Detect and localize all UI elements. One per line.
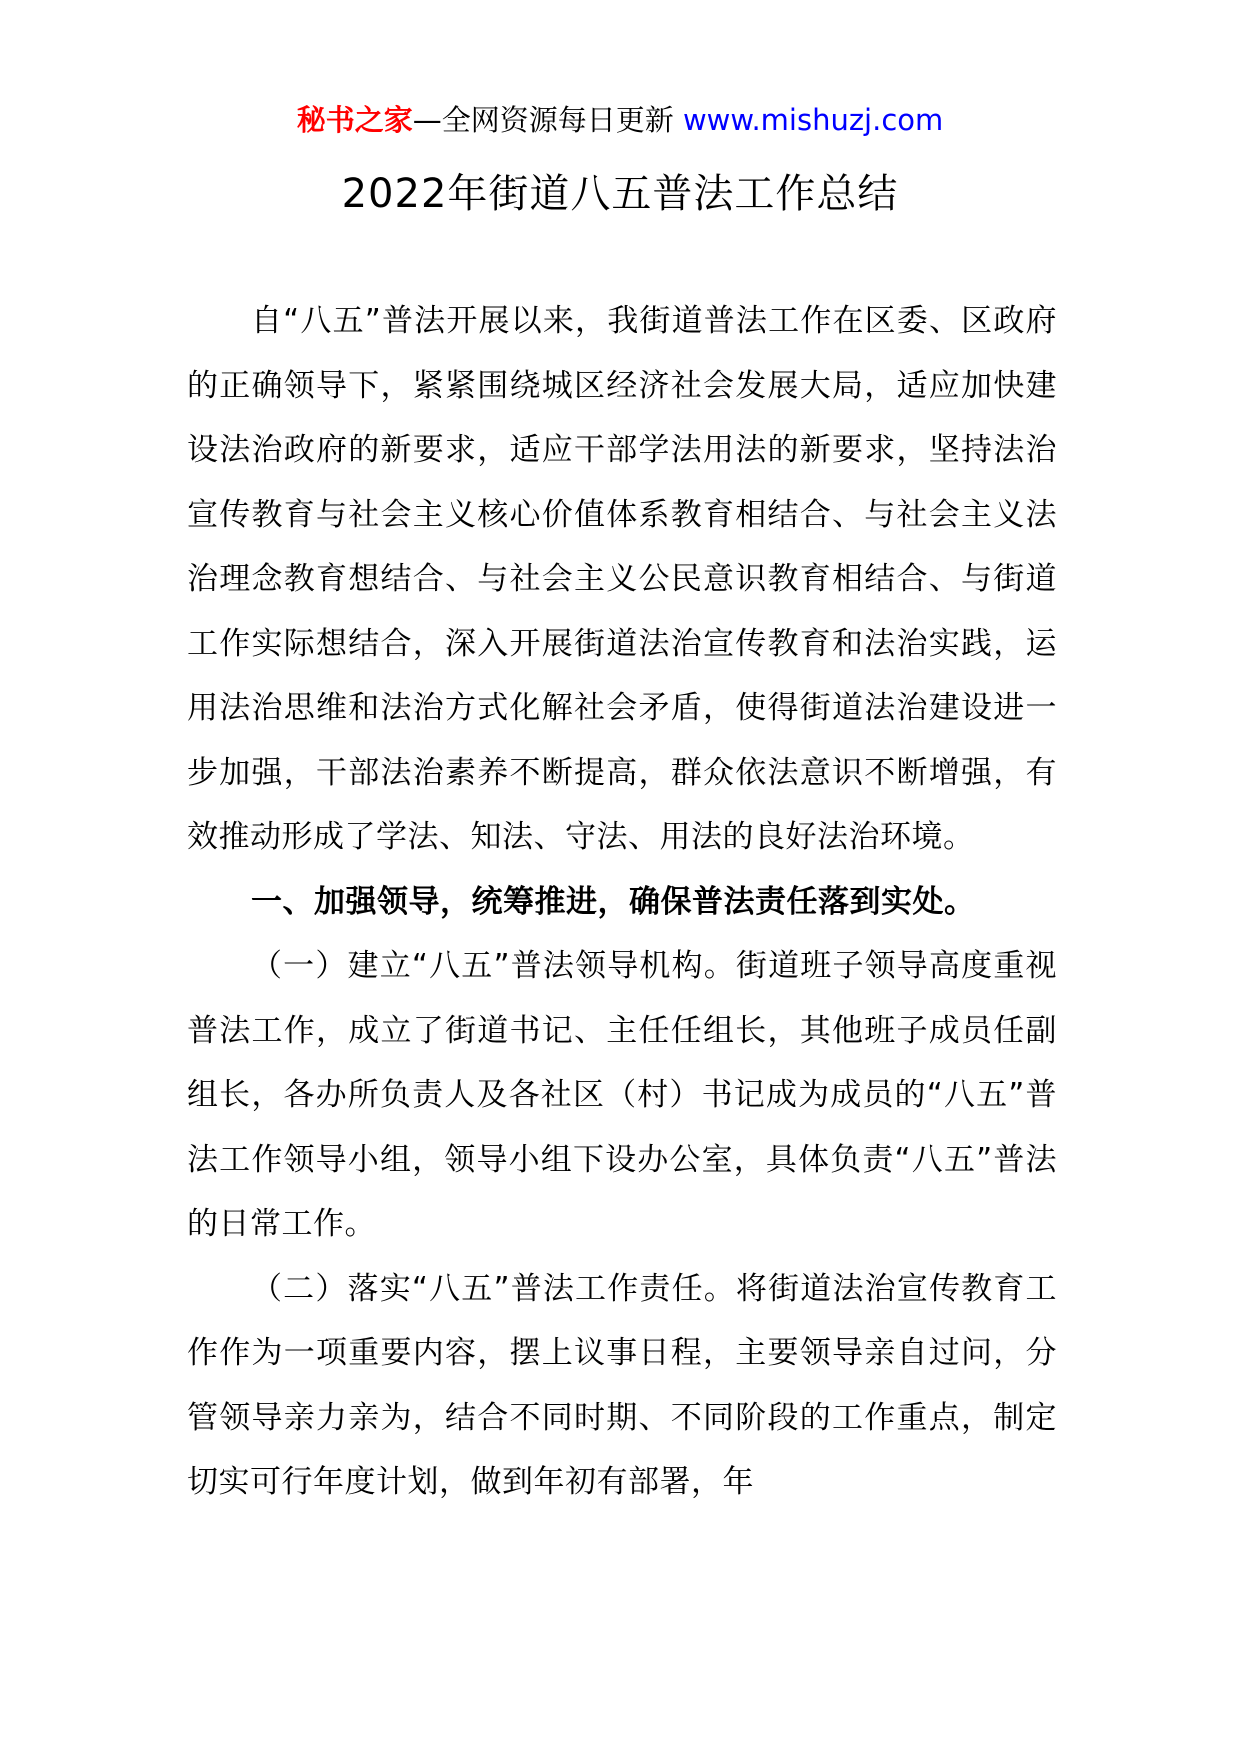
document-body xyxy=(187,289,1057,1515)
subsection-paragraph: （一）建立“八五”普法领导机构。街道班子领导高度重视普法工作，成立了街道书记、主任任组长，其他班子成员任副组长，各办所负责人及各社区（村）书记成为成员的“八五”普法工作领导小组，领导小组下设办公室，具体负责“八五”普法的日常工作。 xyxy=(187,948,1057,1242)
header-banner xyxy=(0,100,1240,140)
brand-name: 秘书之家 xyxy=(296,103,413,137)
section-heading: 一、加强领导，统筹推进，确保普法责任落到实处。 xyxy=(251,883,976,920)
subsection-paragraph: （二）落实“八五”普法工作责任。将街道法治宣传教育工作作为一项重要内容，摆上议事日程，主要领导亲自过问，分管领导亲力亲为，结合不同时期、不同阶段的工作重点，制定切实可行年度计划，做到年初有部署，年 xyxy=(187,1270,1057,1500)
document-title: 2022年街道八五普法工作总结 xyxy=(341,171,899,217)
intro-paragraph: 自“八五”普法开展以来，我街道普法工作在区委、区政府的正确领导下，紧紧围绕城区经济社会发展大局，适应加快建设法治政府的新要求，适应干部学法用法的新要求，坚持法治宣传教育与社会主义核心价值体系教育相结合、与社会主义法治理念教育想结合、与社会主义公民意识教育相结合、与街道工作实际想结合，深入开展街道法治宣传教育和法治实践，运用法治思维和法治方式化解社会矛盾，使得街道法治建设进一步加强，干部法治素养不断提高，群众依法意识不断增强，有效推动形成了学法、知法、守法、用法的良好法治环境。 xyxy=(187,303,1057,855)
website-link[interactable]: www.mishuzj.com xyxy=(682,103,944,137)
header-tagline: —全网资源每日更新 xyxy=(412,103,674,137)
